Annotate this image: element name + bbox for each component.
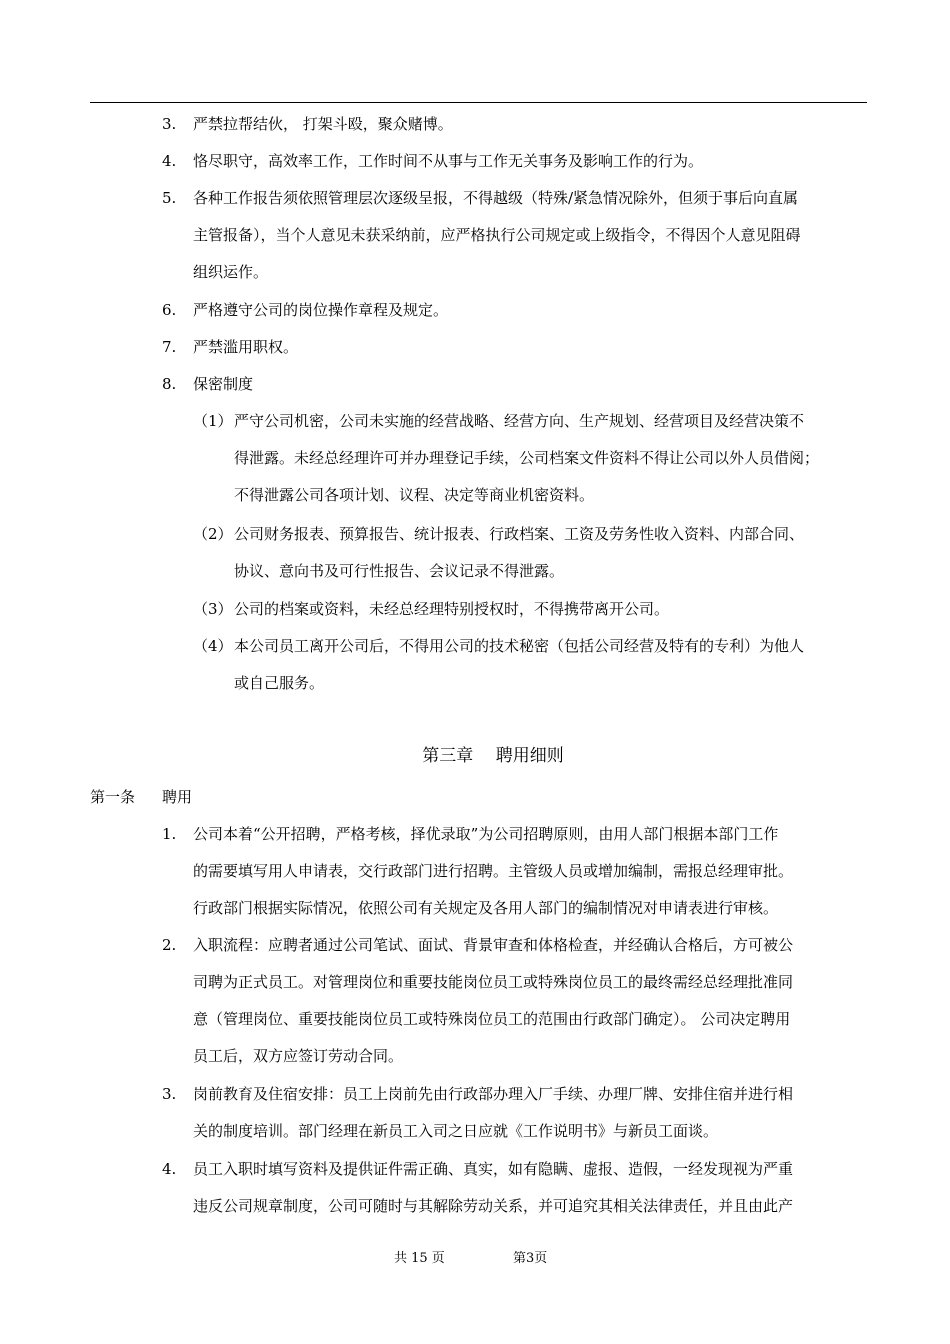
item-text: 岗前教育及住宿安排：员工上岗前先由行政部办理入厂手续、办理厂牌、安排住宿并进行相 [193,1085,794,1103]
list-item [162,143,703,180]
header-rule [90,102,867,103]
list-item [162,180,801,291]
item-number: 5. [162,189,177,207]
item-text: 组织运作。 [193,263,269,281]
item-text: 的需要填写用人申请表，交行政部门进行招聘。主管级人员或增加编制，需报总经理审批。 [193,862,794,880]
item-text: 违反公司规章制度，公司可随时与其解除劳动关系，并可追究其相关法律责任，并且由此产 [193,1197,794,1215]
sub-item-text: 得泄露。未经总经理许可并办理登记手续，公司档案文件资料不得让公司以外人员借阅； [234,449,820,467]
sub-item-text: 本公司员工离开公司后，不得用公司的技术秘密（包括公司经营及特有的专利）为他人 [234,637,805,655]
sub-list-item [193,403,819,514]
sub-item-text: 公司财务报表、预算报告、统计报表、行政档案、工资及劳务性收入资料、内部合同、 [234,525,805,543]
sub-item-number: （2） [193,525,233,543]
item-text: 司聘为正式员工。对管理岗位和重要技能岗位员工或特殊岗位员工的最终需经总经理批准同 [193,973,794,991]
sub-item-text: 严守公司机密，公司未实施的经营战略、经营方向、生产规划、经营项目及经营决策不 [234,412,805,430]
sub-item-number: （1） [193,412,233,430]
item-text: 意（管理岗位、重要技能岗位员工或特殊岗位员工的范围由行政部门确定）。 公司决定聘用 [193,1010,791,1028]
item-number: 4. [162,1160,177,1178]
sub-item-text: 协议、意向书及可行性报告、会议记录不得泄露。 [234,562,565,580]
item-text: 严禁拉帮结伙， 打架斗殴，聚众赌博。 [193,115,453,133]
list-item [162,292,448,329]
item-text: 行政部门根据实际情况，依照公司有关规定及各用人部门的编制情况对申请表进行审核。 [193,899,779,917]
item-text: 主管报备），当个人意见未获采纳前，应严格执行公司规定或上级指令，不得因个人意见阻碍 [193,226,801,244]
list-item [162,366,253,403]
item-number: 4. [162,152,177,170]
page-total: 共 15 页 [394,1251,445,1266]
item-number: 2. [162,936,177,954]
sub-item-text: 不得泄露公司各项计划、议程、决定等商业机密资料。 [234,486,595,504]
article-number: 第一条 [90,788,136,806]
item-number: 3. [162,1085,177,1103]
list-item [162,329,298,366]
item-number: 1. [162,825,177,843]
item-text: 各种工作报告须依照管理层次逐级呈报，不得越级（特殊/紧急情况除外，但须于事后向直属 [193,189,799,207]
item-number: 3. [162,115,177,133]
article-heading [90,779,192,816]
item-text: 严格遵守公司的岗位操作章程及规定。 [193,301,449,319]
item-text: 入职流程：应聘者通过公司笔试、面试、背景审查和体格检查，并经确认合格后，方可被公 [193,936,794,954]
item-number: 7. [162,338,177,356]
item-text: 保密制度 [193,375,254,393]
item-text: 员工后，双方应签订劳动合同。 [193,1047,404,1065]
list-item [162,1076,793,1150]
list-item [162,927,793,1075]
sub-list-item [193,628,804,702]
page-number: 第3页 [513,1251,548,1266]
item-number: 8. [162,375,177,393]
item-text: 恪尽职守，高效率工作，工作时间不从事与工作无关事务及影响工作的行为。 [193,152,704,170]
item-text: 公司本着“公开招聘，严格考核，择优录取”为公司招聘原则，由用人部门根据本部门工作 [193,825,779,843]
sub-item-text: 或自己服务。 [234,674,325,692]
list-item [162,816,793,927]
sub-list-item [193,516,804,590]
sub-item-text: 公司的档案或资料，未经总经理特别授权时，不得携带离开公司。 [234,600,670,618]
article-title: 聘用 [162,788,193,806]
item-number: 6. [162,301,177,319]
sub-item-number: （4） [193,637,233,655]
item-text: 员工入职时填写资料及提供证件需正确、真实，如有隐瞒、虚报、造假，一经发现视为严重 [193,1160,794,1178]
list-item [162,1151,793,1225]
sub-list-item [193,591,669,628]
item-text: 关的制度培训。部门经理在新员工入司之日应就《工作说明书》与新员工面谈。 [193,1122,719,1140]
list-item [162,106,453,143]
item-text: 严禁滥用职权。 [193,338,299,356]
sub-item-number: （3） [193,600,233,618]
chapter-title: 第三章 聘用细则 [422,746,564,766]
